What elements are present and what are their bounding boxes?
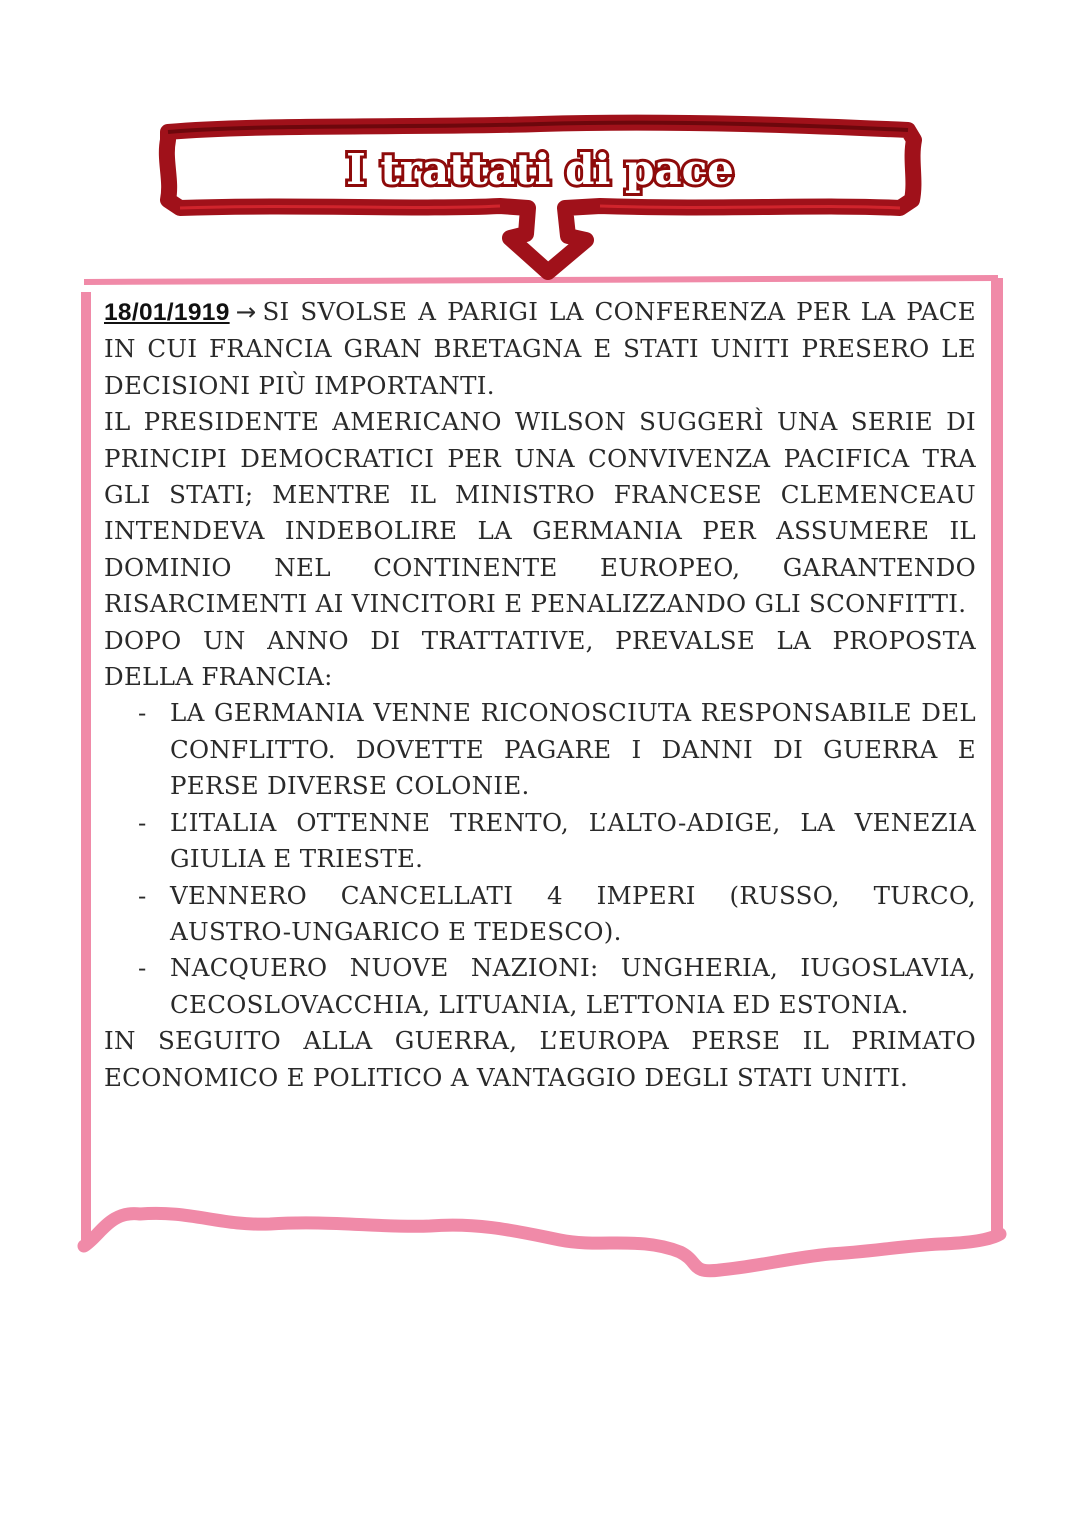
list-item [138,950,976,1023]
list-item-text: L’ITALIA OTTENNE TRENTO, L’ALTO-ADIGE, LA VENEZIA GIULIA E TRIESTE. [170,807,976,874]
list-item-text: NACQUERO NUOVE NAZIONI: UNGHERIA, IUGOSLAVIA, CECOSLOVACCHIA, LITUANIA, LETTONIA ED ESTONIA. [170,953,976,1019]
document-body [104,294,976,1096]
page-title: I trattati di pace [346,145,734,194]
list-item-text: LA GERMANIA VENNE RICONOSCIUTA RESPONSABILE DEL CONFLITTO. DOVETTE PAGARE I DANNI DI GUERRA E PERSE DIVERSE COLONIE. [170,698,976,801]
list-item [138,695,976,804]
bullet-dash: - [138,953,147,983]
date-label: 18/01/1919 [104,299,230,326]
bullet-dash: - [138,698,147,728]
conclusion-paragraph: IN SEGUITO ALLA GUERRA, L’EUROPA PERSE IL PRIMATO ECONOMICO E POLITICO A VANTAGGIO DEGLI STATI UNITI. [104,1026,976,1092]
francia-paragraph: DOPO UN ANNO DI TRATTATIVE, PREVALSE LA PROPOSTA DELLA FRANCIA: [104,625,976,692]
list-item [138,805,976,878]
wilson-paragraph: IL PRESIDENTE AMERICANO WILSON SUGGERÌ UNA SERIE DI PRINCIPI DEMOCRATICI PER UNA CONVIVENZA PACIFICA TRA GLI STATI; MENTRE IL MINISTRO FRANCESE CLEMENCEAU INTENDEVA INDEBOLIRE LA GERMANIA PER ASSUMERE IL DOMINIO NEL CONTINENTE EUROPEO, GARANTENDO RISARCIMENTI AI VINCITORI E PENALIZZANDO GLI SCONFITTI. [104,407,976,619]
treaty-outcomes-list [104,695,976,1023]
arrow-icon: → [235,297,257,326]
bullet-dash: - [138,880,147,910]
bullet-dash: - [138,807,147,837]
list-item [138,878,976,951]
list-item-text: VENNERO CANCELLATI 4 IMPERI (RUSSO, TURCO, AUSTRO-UNGARICO E TEDESCO). [170,880,976,946]
intro-text: SI SVOLSE A PARIGI LA CONFERENZA PER LA PACE IN CUI FRANCIA GRAN BRETAGNA E STATI UNITI PRESERO LE DECISIONI PIÙ IMPORTANTI. [104,297,976,400]
intro-paragraph [104,294,976,404]
